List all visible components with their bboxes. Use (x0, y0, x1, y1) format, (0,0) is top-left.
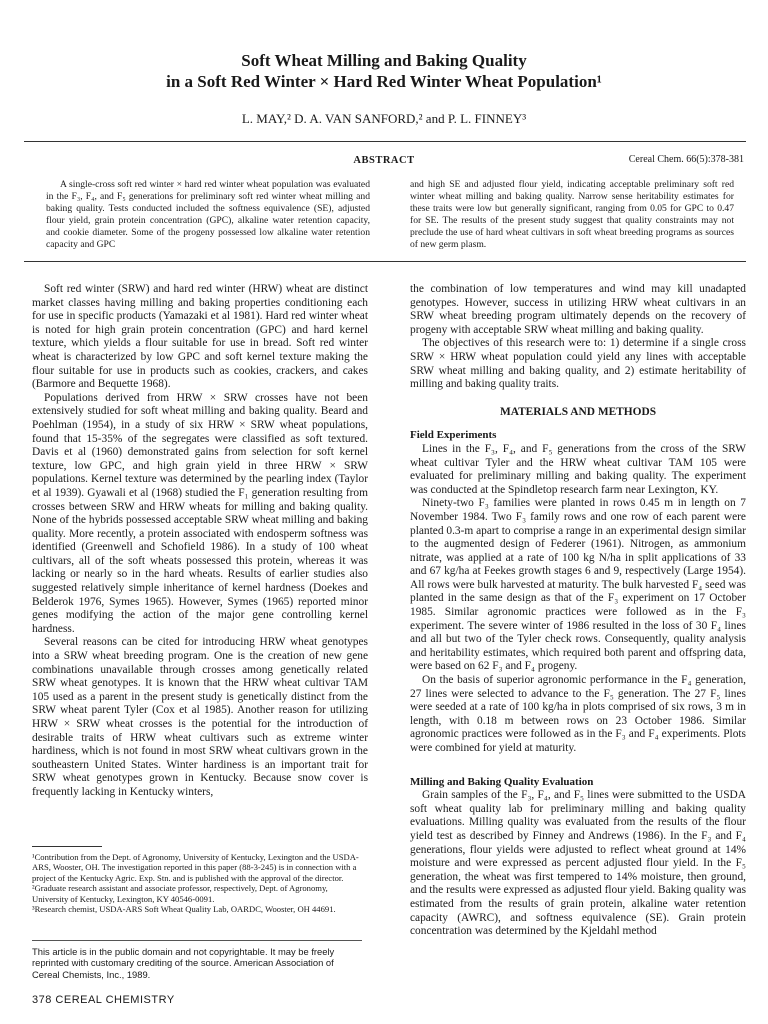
paragraph-reasons: Several reasons can be cited for introducing HRW wheat genotypes into a SRW wheat breeding program. One is the creation of new gene combinations unavailable through crosses among genetically related SRW wheat genotypes. It is known that the HRW wheat cultivar TAM 105 used as a parent in the present study is genetically distinct from the SRW wheat parent Tyler (Cox et al 1985). Another reason for utilizing HRW × SRW wheat crosses is the potential for the introduction of desirable traits of HRW wheat cultivars such as extreme winter hardiness, which is not found in most SRW wheat cultivars grown in the southeastern United States. Winter hardiness is an important trait for SRW wheat genotypes grown in Kentucky. Because snow cover is frequently lacking in Kentucky winters, (32, 636, 368, 798)
footnote-2: ²Graduate research assistant and associate professor, respectively, Dept. of Agronomy, University of Kentucky, Lexington, KY 40546-0091. (32, 883, 328, 904)
body-right-column (410, 283, 746, 939)
public-domain-rule (32, 940, 362, 941)
abstract-bottom-rule (24, 261, 746, 262)
author-list: L. MAY,² D. A. VAN SANFORD,² and P. L. FINNEY³ (241, 111, 527, 126)
journal-citation: Cereal Chem. 66(5):378-381 (628, 154, 744, 165)
paragraph-field-lines: Lines in the F₃, F₄, and F₅ generations from the cross of the SRW wheat cultivar Tyler and the HRW wheat cultivar TAM 105 were evaluated for preliminary milling and baking quality. The experiment was conducted at the Spindletop research farm near Lexington, KY. (410, 442, 746, 496)
footnote-rule (32, 846, 102, 847)
title-line-2: in a Soft Red Winter × Hard Red Winter Wheat Population¹ (166, 72, 602, 91)
abstract-text-left: A single-cross soft red winter × hard red winter wheat population was evaluated in the F₃, F₄, and F₅ generations for preliminary soft red winter wheat milling and baking quality. Tests conducted included the softness equivalence (SE), adjusted flour yield, grain protein concentration (GPC), alkaline water retention capacity, and cookie diameter. Some of the progeny possessed low alkaline water retention capacity and GPC (46, 179, 370, 250)
footnotes (32, 852, 360, 914)
page-folio: 378 CEREAL CHEMISTRY (32, 994, 175, 1006)
paragraph-objectives: The objectives of this research were to: 1) determine if a single cross SRW × HRW wheat population could yield any lines with acceptable SRW wheat milling and baking quality, and 2) estimate heritability of milling and baking quality traits. (410, 337, 746, 391)
body-left-column (32, 283, 368, 800)
abstract-right-column (410, 179, 734, 250)
public-domain-notice: This article is in the public domain and not copyrightable. It may be freely reprinted with customary crediting of the source. American Association of Cereal Chemists, Inc., 1989. (32, 946, 335, 980)
footnote-1: ¹Contribution from the Dept. of Agronomy, University of Kentucky, Lexington and the USDA-ARS, Wooster, OH. The investigation reported in this paper (88-3-245) is in connection with a project of the Kentucky Agric. Exp. Stn. and is published with the approval of the director. (32, 852, 359, 883)
abstract-heading: ABSTRACT (353, 155, 415, 166)
paragraph-continuation: the combination of low temperatures and wind may kill unadapted genotypes. However, success in utilizing HRW wheat cultivars in an SRW wheat breeding program ultimately depends on the recovery of progeny with acceptable SRW wheat milling and baking quality. (410, 283, 746, 336)
paragraph-populations: Populations derived from HRW × SRW crosses have not been extensively studied for soft wheat milling and baking quality. Beard and Poehlman (1954), in a study of six HRW × SRW wheat populations, found that 15-35% of the segregates were classified as soft textured. Davis et al (1960) demonstrated gains from selection for soft kernel texture, low GPC, and high grain yield in three HRW × SRW populations. Kernel texture was determined by the pearling index (Taylor et al 1939). Gyawali et al (1968) studied the F₁ generation resulting from crosses between SRW and HRW wheats for milling and baking quality. None of the hybrids possessed acceptable SRW wheat milling and baking quality. More recently, a protein associated with endosperm softness was identified (Greenwell and Schofield 1986). In a study of 100 wheat cultivars, all of the soft wheats possessed this protein, whereas it was lacking or nearly so in the hard wheats. Results of earlier studies also suggested relatively simple inheritance of kernel hardness (Doekes and Belderok 1976, Symes 1965). However, Symes (1965) reported minor genes modifying the action of the major gene controlling kernel hardness. (32, 391, 368, 635)
paragraph-milling: Grain samples of the F₃, F₄, and F₅ lines were submitted to the USDA soft wheat quality lab for preliminary milling and baking quality evaluations. Milling quality was evaluated from the results of the flour yield test as described by Finney and Andrews (1986). In the F₃ and F₄ generations, flour yields were adjusted to reflect wheat ground at 14% moisture and were expressed as percent adjusted flour yield. In the F₅ generation, the wheat was first tempered to 14% moisture, then ground, and the results were expressed as adjusted flour yield. Baking quality was estimated from the results of grain protein, alkaline water retention capacity (AWRC), and softness equivalence (SE). Grain protein concentration was determined by the Kjeldahl method (410, 789, 746, 938)
subsection-heading-milling: Milling and Baking Quality Evaluation (410, 775, 594, 788)
article-title (0, 50, 768, 92)
section-heading-methods: MATERIALS AND METHODS (499, 405, 657, 418)
abstract-text-right: and high SE and adjusted flour yield, indicating acceptable preliminary soft red winter wheat milling and baking quality. Narrow sense heritability estimates for these traits were low but generally significant, ranging from 0.05 for GPC to 0.47 for SE. The results of the present study suggest that quality constraints may not preclude the use of hard wheat cultivars in soft wheat breeding programs as sources of new germ plasm. (410, 179, 734, 250)
title-line-1: Soft Wheat Milling and Baking Quality (241, 51, 527, 70)
paragraph-field-selection: On the basis of superior agronomic performance in the F₄ generation, 27 lines were selected to advance to the F₅ generation. The 27 F₅ lines were seeded at a rate of 100 kg/ha in plots comprised of six rows, 3 m in length, with 0.18 m between rows on 23 October 1986. Similar agronomic practices were followed as in the F₃ and F₄ experiments. Plots were combined for yield at maturity. (410, 674, 746, 754)
paragraph-field-planting: Ninety-two F₃ families were planted in rows 0.45 m in length on 7 November 1984. Two F₃ family rows and one row of each parent were planted 0.3-m apart to comprise a range in an experimental design similar to the augmented design of Federer (1961). Nitrogen, as ammonium nitrate, was applied at a rate of 100 kg N/ha in split applications of 33 and 67 kg/ha at Feekes growth stages 6 and 9, respectively (Large 1954). All rows were bulk harvested at maturity. The bulk harvested F₄ seed was planted in the same design as that of the F₃ experiment on 17 October 1985. Similar agronomic practices were followed as in the F₃ experiment. The severe winter of 1986 resulted in the loss of 30 F₄ lines and all but two of the Tyler check rows. Consequently, quality analysis and heritability estimates, which required both parent and offspring data, were based on 62 F₃ and F₄ progeny. (410, 497, 746, 673)
subsection-heading-field: Field Experiments (410, 429, 497, 442)
abstract-left-column (46, 179, 370, 250)
footnote-3: ³Research chemist, USDA-ARS Soft Wheat Quality Lab, OARDC, Wooster, OH 44691. (32, 904, 336, 915)
header-rule (24, 141, 746, 142)
paragraph-intro: Soft red winter (SRW) and hard red winter (HRW) wheat are distinct market classes having milling and baking properties conditioning each for use in specific products (Yamazaki et al 1981). Hard red winter wheat is noted for high grain protein concentration (GPC) and hard kernel texture, which yields a flour suitable for use in bread. Soft red winter wheat is characterized by low GPC and soft kernel texture making the flour suitable for use in products such as cookies, crackers, and cakes (Barmore and Bequette 1968). (32, 283, 368, 391)
